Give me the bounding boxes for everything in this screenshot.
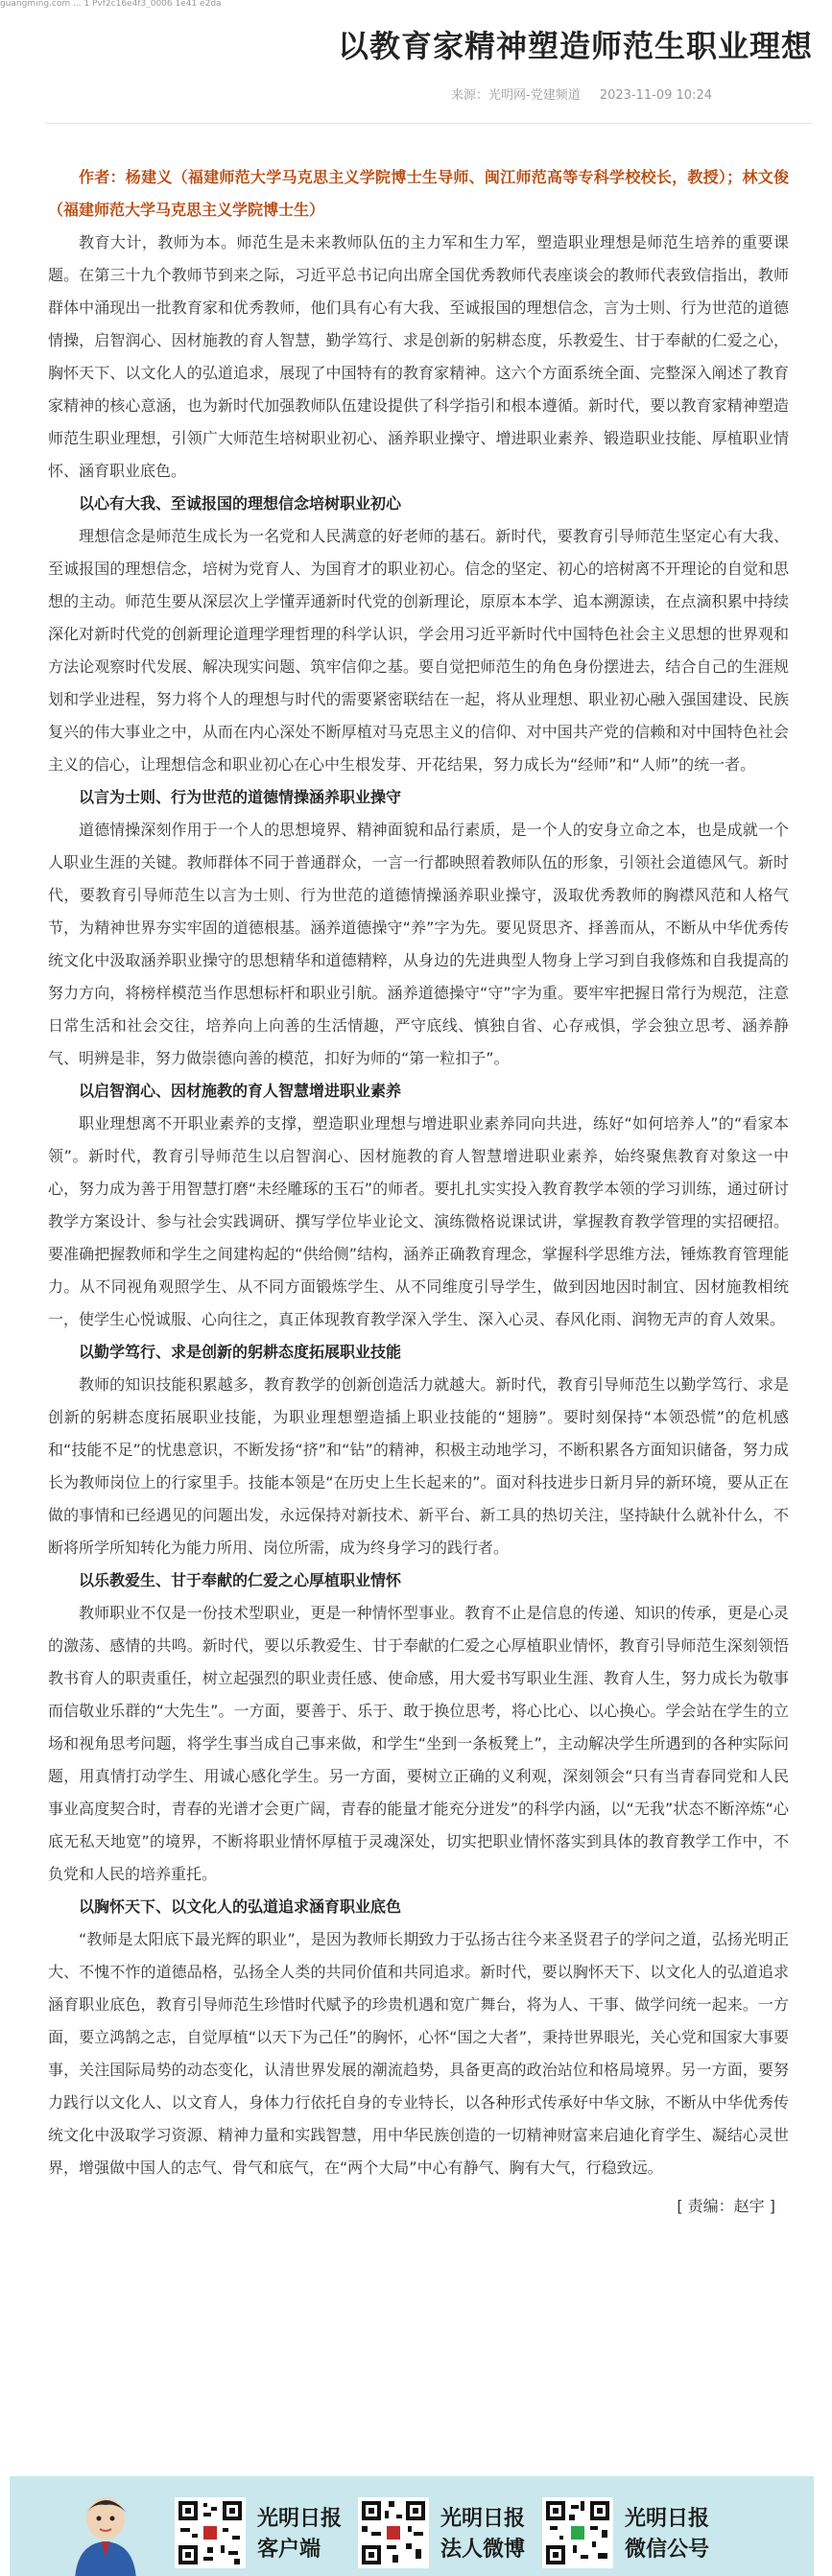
section-heading: 以勤学笃行、求是创新的躬耕态度拓展职业技能 <box>79 1343 402 1361</box>
cartoon-person-icon <box>58 2493 154 2576</box>
body-paragraph: 教师的知识技能积累越多，教育教学的创新创造活力就越大。新时代，教育引导师范生以勤学笃行、求是创新的躬耕态度拓展职业技能，为职业理想塑造插上职业技能的“翅膀”。要时刻保持“本领恐慌”的危机感和“技能不足”的忧患意识，不断发扬“挤”和“钻”的精神，积极主动地学习，不断积累各方面知识储备，努力成长为教师岗位上的行家里手。技能本领是“在历史上生长起来的”。面对科技进步日新月异的新环境，要从正在做的事情和已经遇见的问题出发，永远保持对新技术、新平台、新工具的热切关注，坚持缺什么就补什么，不断将所学所知转化为能力所用、岗位所需，成为终身学习的践行者。 <box>48 1375 789 1557</box>
title-divider <box>45 123 813 124</box>
qr-code-icon <box>175 2497 246 2568</box>
qr-label: 光明日报 法人微博 <box>440 2506 526 2562</box>
section-heading: 以胸怀天下、以文化人的弘道追求涵育职业底色 <box>79 1897 402 1916</box>
section-heading: 以启智润心、因材施教的育人智慧增进职业素养 <box>79 1082 402 1100</box>
body-paragraph: 职业理想离不开职业素养的支撑，塑造职业理想与增进职业素养同向共进，练好“如何培养人”的“看家本领”。新时代，教育引导师范生以启智润心、因材施教的育人智慧增进职业素养，始终聚焦教育对象这一中心，努力成为善于用智慧打磨“未经雕琢的玉石”的师者。要扎扎实实投入教育教学本领的学习训练，通过研讨教学方案设计、参与社会实践调研、撰写学位毕业论文、演练微格说课试讲，掌握教育教学管理的实招硬招。要准确把握教师和学生之间建构起的“供给侧”结构，涵养正确教育理念，掌握科学思维方法，锤炼教育管理能力。从不同视角观照学生、从不同方面锻炼学生、从不同维度引导学生，做到因地因时制宜、因材施教相统一，使学生心悦诚服、心向往之，真正体现教育教学深入学生、深入心灵、春风化雨、润物无声的育人效果。 <box>48 1114 789 1328</box>
qr-label: 光明日报 客户端 <box>257 2506 343 2562</box>
article-title: 以教育家精神塑造师范生职业理想 <box>337 28 813 64</box>
guangming-qr-banner <box>10 2476 814 2576</box>
body-paragraph: 教育大计，教师为本。师范生是未来教师队伍的主力军和生力军，塑造职业理想是师范生培养的重要课题。在第三十九个教师节到来之际，习近平总书记向出席全国优秀教师代表座谈会的教师代表致信指出，教师群体中涌现出一批教育家和优秀教师，他们具有心有大我、至诚报国的理想信念，言为士则、行为世范的道德情操，启智润心、因材施教的育人智慧，勤学笃行、求是创新的躬耕态度，乐教爱生、甘于奉献的仁爱之心，胸怀天下、以文化人的弘道追求，展现了中国特有的教育家精神。这六个方面系统全面、完整深入阐述了教育家精神的核心意涵，也为新时代加强教师队伍建设提供了科学指引和根本遵循。新时代，要以教育家精神塑造师范生职业理想，引领广大师范生培树职业初心、涵养职业操守、增进职业素养、锻造职业技能、厚植职业情怀、涵育职业底色。 <box>48 233 789 480</box>
article-meta <box>436 84 712 103</box>
article-body <box>48 161 789 2223</box>
article-source[interactable]: 来源：光明网-党建频道 <box>451 88 581 103</box>
top-url-strip: guangming.com ... 1 Pvf2c16e4f3_0006 1e41 e2da <box>0 0 222 8</box>
article-time: 2023-11-09 10:24 <box>599 88 712 103</box>
body-paragraph: “教师是太阳底下最光辉的职业”，是因为教师长期致力于弘扬古往今来圣贤君子的学问之道，弘扬光明正大、不愧不怍的道德品格，弘扬全人类的共同价值和共同追求。新时代，要以胸怀天下、以文化人的弘道追求涵育职业底色，教育引导师范生珍惜时代赋予的珍贵机遇和宽广舞台，将为人、干事、做学问统一起来。一方面，要立鸿鹄之志，自觉厚植“以天下为己任”的胸怀，心怀“国之大者”，秉持世界眼光，关心党和国家大事要事，关注国际局势的动态变化，认清世界发展的潮流趋势，具备更高的政治站位和格局境界。另一方面，要努力践行以文化人、以文育人，身体力行依托自身的专业特长，以各种形式传承好中华文脉，不断从中华优秀传统文化中汲取学习资源、精神力量和实践智慧，用中华民族创造的一切精神财富来启迪化育学生、凝结心灵世界，增强做中国人的志气、骨气和底气，在“两个大局”中心有静气、胸有大气，行稳致远。 <box>48 1930 789 2177</box>
qr-label: 光明日报 微信公号 <box>625 2506 710 2562</box>
article-editor: [ 责编：赵宇 ] <box>677 2197 775 2215</box>
qr-code-icon <box>542 2497 613 2568</box>
section-heading: 以言为士则、行为世范的道德情操涵养职业操守 <box>79 788 402 806</box>
body-paragraph: 道德情操深刻作用于一个人的思想境界、精神面貌和品行素质，是一个人的安身立命之本，也是成就一个人职业生涯的关键。教师群体不同于普通群众，一言一行都映照着教师队伍的形象，引领社会道德风气。新时代，要教育引导师范生以言为士则、行为世范的道德情操涵养职业操守，汲取优秀教师的胸襟风范和人格气节，为精神世界夯实牢固的道德根基。涵养道德操守“养”字为先。要见贤思齐、择善而从，不断从中华优秀传统文化中汲取涵养职业操守的思想精华和道德精粹，从身边的先进典型人物身上学习到自我修炼和自我提高的努力方向，将榜样模范当作思想标杆和职业引航。涵养道德操守“守”字为重。要牢牢把握日常行为规范，注意日常生活和社会交往，培养向上向善的生活情趣，严守底线、慎独自省、心存戒惧，学会独立思考、涵养静气、明辨是非，努力做崇德向善的模范，扣好为师的“第一粒扣子”。 <box>48 821 789 1067</box>
article-paragraphs <box>48 227 789 2184</box>
body-paragraph: 理想信念是师范生成长为一名党和人民满意的好老师的基石。新时代，要教育引导师范生坚定心有大我、至诚报国的理想信念，培树为党育人、为国育才的职业初心。信念的坚定、初心的培树离不开理论的自觉和思想的主动。师范生要从深层次上学懂弄通新时代党的创新理论，原原本本学、追本溯源读，在点滴积累中持续深化对新时代党的创新理论道理学理哲理的科学认识，学会用习近平新时代中国特色社会主义思想的世界观和方法论观察时代发展、解决现实问题、筑牢信仰之基。要自觉把师范生的角色身份摆进去，结合自己的生涯规划和学业进程，努力将个人的理想与时代的需要紧密联结在一起，将从业理想、职业初心融入强国建设、民族复兴的伟大事业之中，从而在内心深处不断厚植对马克思主义的信仰、对中国共产党的信赖和对中国特色社会主义的信心，让理想信念和职业初心在心中生根发芽、开花结果，努力成长为“经师”和“人师”的统一者。 <box>48 527 789 774</box>
article-authors: 作者：杨建义（福建师范大学马克思主义学院博士生导师、闽江师范高等专科学校校长，教授）；林文俊（福建师范大学马克思主义学院博士生） <box>48 168 789 219</box>
qr-code-icon <box>358 2497 429 2568</box>
body-paragraph: 教师职业不仅是一份技术型职业，更是一种情怀型事业。教育不止是信息的传递、知识的传承，更是心灵的激荡、感情的共鸣。新时代，要以乐教爱生、甘于奉献的仁爱之心厚植职业情怀，教育引导师范生深刻领悟教书育人的职责重任，树立起强烈的职业责任感、使命感，用大爱书写职业生涯、教育人生，努力成长为敬事而信敬业乐群的“大先生”。一方面，要善于、乐于、敢于换位思考，将心比心、以心换心。学会站在学生的立场和视角思考问题，将学生事当成自己事来做，和学生“坐到一条板凳上”，主动解决学生所遇到的各种实际问题，用真情打动学生、用诚心感化学生。另一方面，要树立正确的义利观，深刻领会“只有当青春同党和人民事业高度契合时，青春的光谱才会更广阔，青春的能量才能充分迸发”的科学内涵，以“无我”状态不断淬炼“心底无私天地宽”的境界，不断将职业情怀厚植于灵魂深处，切实把职业情怀落实到具体的教育教学工作中，不负党和人民的培养重托。 <box>48 1604 789 1883</box>
section-heading: 以乐教爱生、甘于奉献的仁爱之心厚植职业情怀 <box>79 1571 402 1589</box>
section-heading: 以心有大我、至诚报国的理想信念培树职业初心 <box>79 494 402 513</box>
